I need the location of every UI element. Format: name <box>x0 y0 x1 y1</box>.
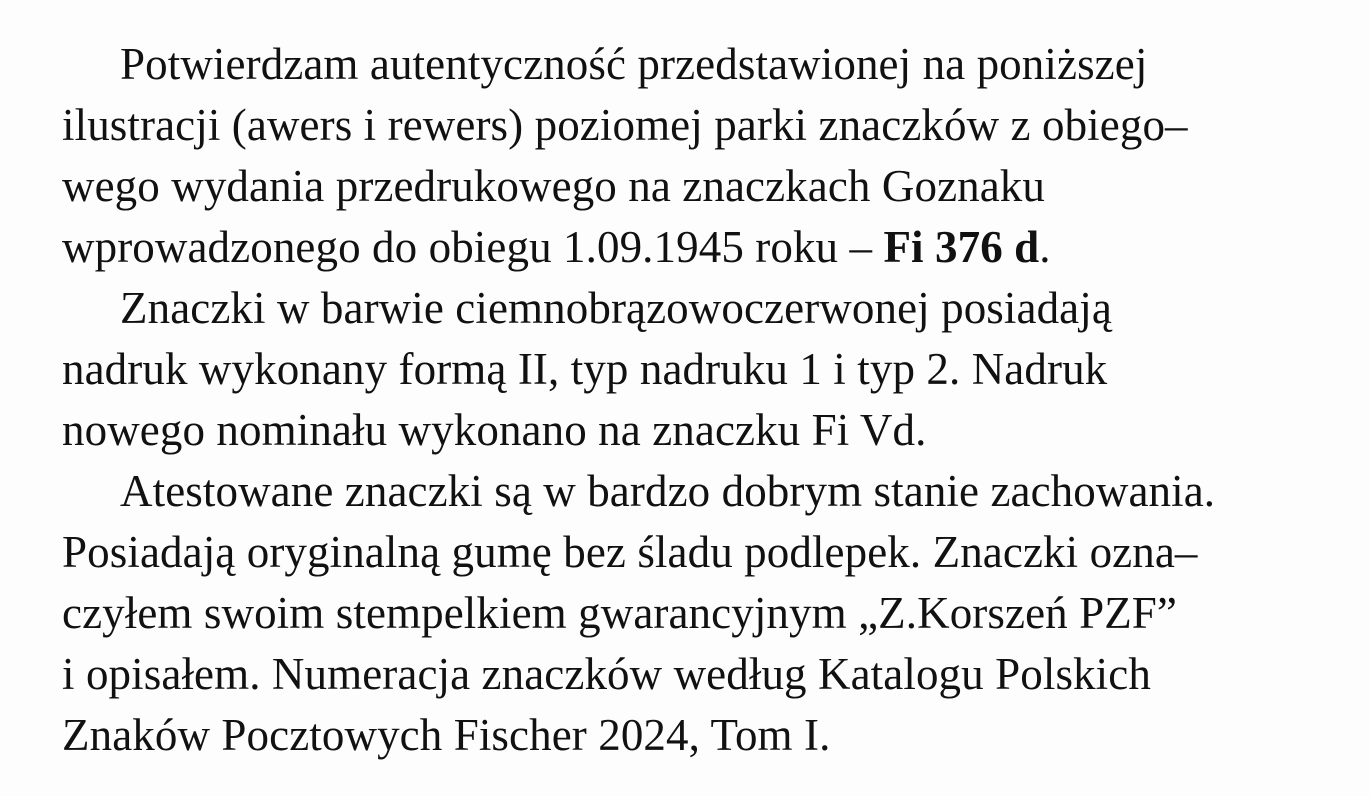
text-line: Znaczki w barwie ciemnobrązowoczerwonej posiadają <box>120 283 1112 333</box>
text-line: nowego nominału wykonano na znaczku Fi Vd. <box>62 405 927 455</box>
text-line: Posiadają oryginalną gumę bez śladu podlepek. Znaczki ozna– <box>62 527 1198 577</box>
text-line: wego wydania przedrukowego na znaczkach Goznaku <box>62 161 1046 211</box>
paragraph-condition <box>62 461 1332 766</box>
text-line: nadruk wykonany formą II, typ nadruku 1 i typ 2. Nadruk <box>62 344 1108 394</box>
catalog-number: Fi 376 d <box>883 222 1040 272</box>
text-line-catalog-ref <box>62 217 1332 278</box>
text-line: i opisałem. Numeracja znaczków według Katalogu Polskich <box>62 649 1151 699</box>
text-line: Potwierdzam autentyczność przedstawionej na poniższej <box>120 39 1148 89</box>
paragraph-authenticity <box>62 34 1332 278</box>
text-line: ilustracji (awers i rewers) poziomej parki znaczków z obiego– <box>62 100 1188 150</box>
text-line: Atestowane znaczki są w bardzo dobrym stanie zachowania. <box>120 466 1216 516</box>
text-span: wprowadzonego do obiegu 1.09.1945 roku – <box>62 222 884 272</box>
text-line: czyłem swoim stempelkiem gwarancyjnym „Z.Korszeń PZF” <box>62 588 1178 638</box>
text-span: . <box>1039 222 1051 272</box>
certificate-text <box>62 34 1332 766</box>
text-line: Znaków Pocztowych Fischer 2024, Tom I. <box>62 710 831 760</box>
paragraph-description <box>62 278 1332 461</box>
